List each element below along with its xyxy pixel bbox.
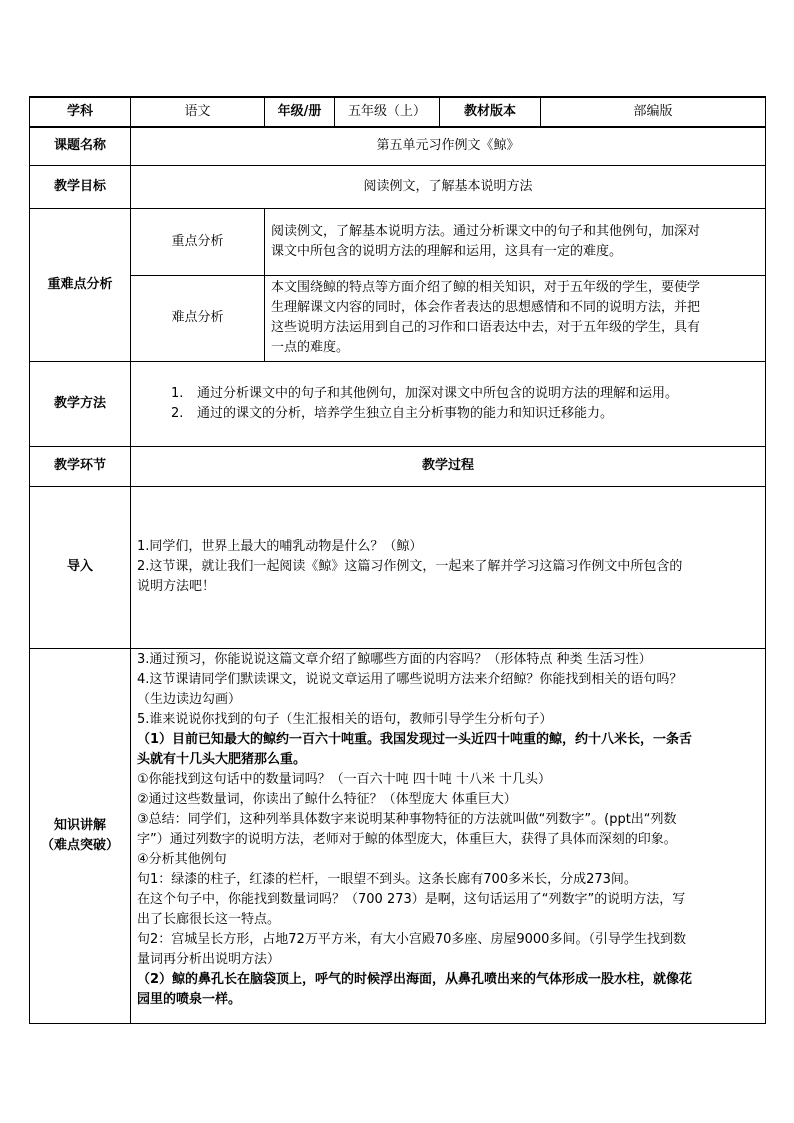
method-item-number: 1. — [171, 385, 184, 401]
process-stage-label: 教学环节 — [30, 446, 131, 486]
key-analysis-text — [265, 208, 766, 275]
knowledge-line: ①你能找到这句话中的数量词吗？（一百六十吨 四十吨 十八米 十几头） — [137, 771, 552, 787]
difficult-analysis-row — [30, 275, 766, 361]
subject-label: 学科 — [30, 97, 131, 127]
knowledge-label-line: （难点突破） — [40, 837, 119, 853]
method-item-text: 通过的课文的分析，培养学生独立自主分析事物的能力和知识迁移能力。 — [197, 405, 614, 421]
process-title: 教学过程 — [131, 446, 766, 486]
knowledge-label — [30, 648, 131, 1023]
key-analysis-row — [30, 208, 766, 275]
method-item-text: 通过分析课文中的句子和其他例句，加深对课文中所包含的说明方法的理解和运用。 — [197, 385, 679, 401]
topic-label: 课题名称 — [30, 127, 131, 165]
method-content — [131, 361, 766, 446]
knowledge-row — [30, 648, 766, 1023]
intro-label: 导入 — [30, 486, 131, 648]
knowledge-line: 句2：宫城呈长方形，占地72万平方米，有大小宫殿70多座、房屋9000多间。（引导学生找到数 — [137, 931, 686, 947]
knowledge-line: （生边读边勾画） — [137, 691, 242, 707]
intro-content — [131, 486, 766, 648]
knowledge-line: ③总结：同学们，这种列举具体数字来说明某种事物特征的方法就叫做“列数字”。(ppt出“列数 — [137, 811, 677, 827]
method-item-number: 2. — [171, 405, 184, 421]
knowledge-line: 在这个句子中，你能找到数量词吗？（700 273）是啊，这句话运用了“列数字”的说明方法，写 — [137, 891, 686, 907]
edition-label: 教材版本 — [440, 97, 541, 127]
analysis-label: 重难点分析 — [30, 208, 131, 361]
difficult-analysis-line: 这些说明方法运用到自己的习作和口语表达中去，对于五年级的学生，具有 — [271, 320, 701, 335]
difficult-analysis-line: 生理解课文内容的同时，体会作者表达的思想感情和不同的说明方法，并把 — [271, 300, 701, 315]
difficult-analysis-text — [265, 275, 766, 361]
knowledge-line: ④分析其他例句 — [137, 851, 227, 867]
knowledge-line: 句1：绿漆的柱子，红漆的栏杆，一眼望不到头。这条长廊有700多米长，分成273间。 — [137, 871, 637, 887]
goal-label: 教学目标 — [30, 165, 131, 208]
method-item — [171, 384, 759, 404]
knowledge-line: 4.这节课请同学们默读课文，说说文章运用了哪些说明方法来介绍鲸？你能找到相关的语句吗？ — [137, 671, 683, 687]
difficult-analysis-line: 一点的难度。 — [271, 340, 350, 355]
goal-value: 阅读例文，了解基本说明方法 — [131, 165, 766, 208]
grade-label: 年级/册 — [265, 97, 335, 127]
key-analysis-line: 课文中所包含的说明方法的理解和运用，这具有一定的难度。 — [271, 243, 623, 259]
intro-row — [30, 486, 766, 648]
knowledge-line: 3.通过预习，你能说说这篇文章介绍了鲸哪些方面的内容吗？（形体特点 种类 生活习性） — [137, 651, 652, 667]
method-row — [30, 361, 766, 446]
knowledge-line: ②通过这些数量词，你读出了鲸什么特征？（体型庞大 体重巨大） — [137, 791, 517, 807]
knowledge-line: 字”）通过列数字的说明方法，老师对于鲸的体型庞大，体重巨大，获得了具体而深刻的印象。 — [137, 831, 677, 847]
knowledge-line: 出了长廊很长这一特点。 — [137, 911, 281, 927]
intro-line: 2.这节课，就让我们一起阅读《鲸》这篇习作例文，一起来了解并学习这篇习作例文中所包含的 — [137, 559, 683, 574]
knowledge-line: 5.谁来说说你找到的句子（生汇报相关的语句，教师引导学生分析句子） — [137, 711, 553, 727]
header-row — [30, 97, 766, 127]
method-item — [171, 404, 759, 424]
difficult-analysis-label: 难点分析 — [131, 275, 265, 361]
difficult-analysis-line: 本文围绕鲸的特点等方面介绍了鲸的相关知识，对于五年级的学生，要使学 — [271, 280, 701, 295]
method-label: 教学方法 — [30, 361, 131, 446]
edition-value: 部编版 — [541, 97, 766, 127]
knowledge-content — [131, 648, 766, 1023]
grade-value: 五年级（上） — [335, 97, 440, 127]
lesson-plan-table — [29, 96, 766, 1024]
key-analysis-label: 重点分析 — [131, 208, 265, 275]
knowledge-line-bold: （2）鲸的鼻孔长在脑袋顶上，呼气的时候浮出海面，从鼻孔喷出来的气体形成一股水柱，就像花 — [137, 971, 693, 987]
key-analysis-line: 阅读例文，了解基本说明方法。通过分析课文中的句子和其他例句，加深对 — [271, 223, 701, 239]
knowledge-line: 量词再分析出说明方法） — [137, 951, 281, 967]
knowledge-line-bold: 园里的喷泉一样。 — [137, 991, 242, 1007]
process-header-row — [30, 446, 766, 486]
intro-line: 说明方法吧！ — [137, 579, 216, 594]
subject-value: 语文 — [131, 97, 265, 127]
knowledge-line-bold: （1）目前已知最大的鲸约一百六十吨重。我国发现过一头近四十吨重的鲸，约十八米长，一条舌 — [137, 731, 693, 747]
goal-row — [30, 165, 766, 208]
knowledge-label-line: 知识讲解 — [53, 817, 106, 833]
intro-line: 1.同学们，世界上最大的哺乳动物是什么？（鲸） — [137, 539, 423, 554]
topic-value: 第五单元习作例文《鲸》 — [131, 127, 766, 165]
method-list — [137, 384, 759, 424]
topic-row — [30, 127, 766, 165]
knowledge-line-bold: 头就有十几头大肥猪那么重。 — [137, 751, 307, 767]
